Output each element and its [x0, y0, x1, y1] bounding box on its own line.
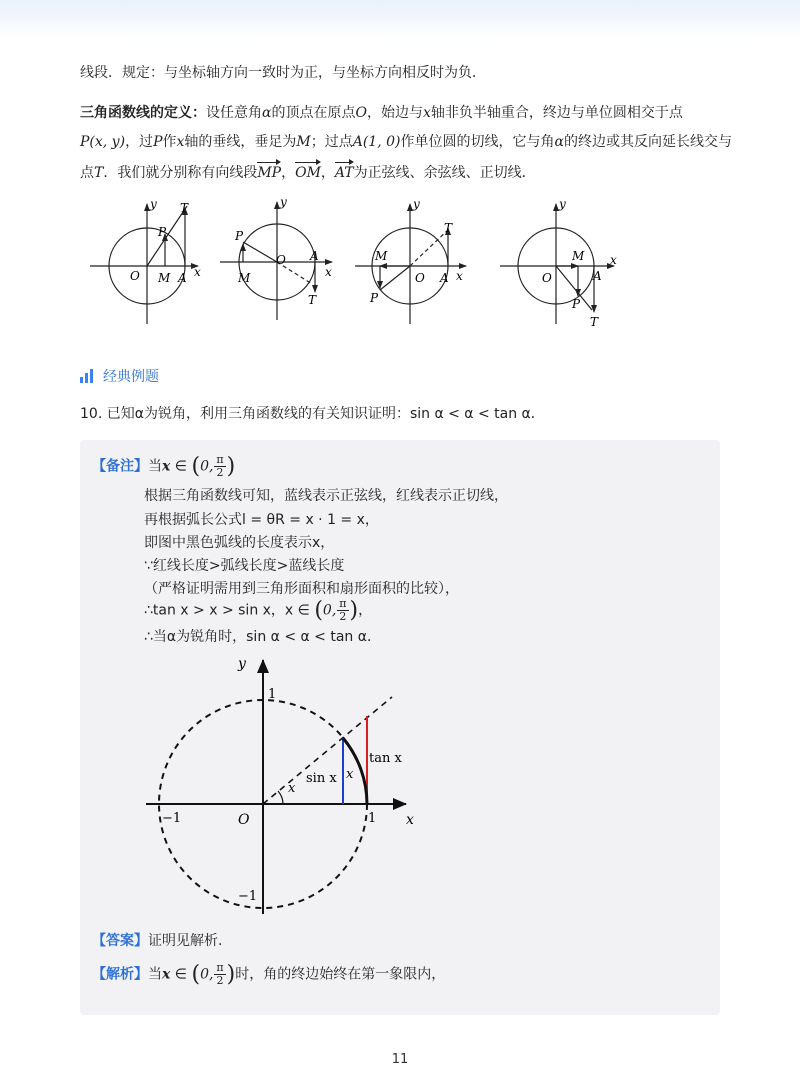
text: ∈ — [170, 458, 192, 475]
frac-den: 2 — [339, 610, 347, 623]
label-M: M — [375, 249, 388, 263]
label-x: x — [610, 253, 617, 267]
math-P: P(x, y) — [80, 134, 126, 150]
label-A: A — [593, 269, 602, 283]
label-A: A — [310, 249, 319, 263]
answer-text: 证明见解析. — [148, 933, 223, 949]
label-neg-one-left: −1 — [162, 811, 182, 826]
text: 的顶点在原点 — [271, 105, 356, 121]
note-line-4 — [144, 532, 334, 552]
text: 轴非负半轴重合，终边与单位圆相交于点 — [430, 105, 683, 121]
text: 作单位圆的切线，它与角 — [400, 134, 555, 150]
label-P: P — [572, 297, 581, 311]
text: 线段．规定：与坐标轴方向一致时为正，与坐标方向相反时为负． — [80, 65, 486, 81]
frac-num: π — [216, 453, 224, 466]
angle-arc — [278, 791, 283, 804]
text: ；过点 — [310, 134, 353, 150]
note-line-6 — [144, 578, 459, 598]
label-T: T — [308, 293, 317, 307]
frac-num: π — [339, 597, 347, 610]
math-x: x — [162, 966, 171, 983]
text: ， — [320, 165, 335, 181]
label-x: x — [456, 269, 463, 283]
label-tanx: tan x — [369, 751, 402, 766]
vector-AT: AT — [334, 165, 354, 181]
label-y: y — [413, 197, 420, 211]
label-T: T — [590, 315, 599, 329]
text: 作 — [162, 134, 177, 150]
fraction-pi-over-2 — [214, 454, 225, 479]
label-one-top: 1 — [268, 687, 277, 702]
page-number: 11 — [391, 1052, 409, 1067]
figure-quadrant-4 — [500, 204, 614, 324]
math-alpha: α — [262, 105, 272, 121]
question-text: 10. 已知α为锐角，利用三角函数线的有关知识证明：sin α < α < tan α． — [80, 406, 545, 422]
label-y: y — [150, 197, 157, 211]
paren-close: ) — [226, 454, 236, 479]
text: 轴的垂线，垂足为 — [184, 134, 297, 150]
bar-chart-icon — [80, 369, 93, 383]
fraction-pi-over-2 — [337, 598, 348, 623]
paren-close: ) — [226, 962, 236, 987]
text: ， — [358, 602, 373, 619]
label-T: T — [444, 221, 453, 235]
label-M: M — [158, 271, 171, 285]
section-title: 经典例题 — [103, 369, 159, 385]
label-y: y — [559, 197, 566, 211]
text: 当 — [148, 458, 162, 475]
text: 点 — [80, 165, 94, 181]
math-P: P — [153, 134, 163, 150]
trig-line-figures — [80, 192, 640, 332]
definition-line-1 — [80, 102, 683, 122]
text: 再根据弧长公式l = θR = x · 1 = x， — [144, 512, 379, 528]
math-M: M — [296, 134, 311, 150]
page-header-gradient — [0, 0, 800, 40]
label-P: P — [158, 225, 167, 239]
label-neg-one-bottom: −1 — [238, 889, 258, 904]
math-A: A(1, 0) — [352, 134, 401, 150]
answer-line — [92, 930, 222, 950]
math-x: x — [176, 134, 185, 150]
label-O: O — [130, 269, 140, 283]
text: ∵红线长度>弧线长度>蓝线长度 — [144, 558, 345, 574]
figure-quadrant-1 — [90, 204, 198, 324]
label-P: P — [370, 291, 379, 305]
text: ，始边与 — [366, 105, 423, 121]
label-x: x — [194, 265, 201, 279]
paren-open: ( — [191, 962, 201, 987]
note-tag: 【备注】 — [92, 458, 148, 475]
label-O: O — [415, 271, 425, 285]
note-line-8 — [144, 626, 381, 646]
label-O: O — [542, 271, 552, 285]
frac-num: π — [216, 961, 224, 974]
math-T: T — [94, 165, 104, 181]
paren-open: ( — [191, 454, 201, 479]
text: ∴tan x > x > sin x，x ∈ — [144, 602, 315, 619]
math-x: x — [162, 458, 171, 475]
text: 当 — [148, 966, 162, 983]
vector-OM: OM — [295, 165, 321, 181]
text: 为正弦线、余弦线、正切线． — [353, 165, 536, 181]
label-O: O — [276, 253, 286, 267]
label-A: A — [440, 271, 449, 285]
label-sinx: sin x — [306, 771, 337, 786]
label-T: T — [180, 201, 189, 215]
label-arc-x: x — [346, 767, 354, 782]
text: ， — [281, 165, 296, 181]
fraction-pi-over-2 — [214, 962, 225, 987]
label-angle-x: x — [288, 781, 296, 796]
text: 即图中黑色弧线的长度表示x， — [144, 535, 335, 551]
math-x: x — [422, 105, 431, 121]
question-10 — [80, 403, 545, 423]
math-zero: 0, — [200, 966, 214, 983]
analysis-line — [92, 962, 445, 987]
label-y: y — [280, 195, 287, 209]
text: 时，角的终边始终在第一象限内， — [235, 966, 446, 983]
math-zero: 0, — [200, 458, 214, 475]
math-zero: 0, — [322, 602, 337, 619]
note-line-1 — [92, 454, 235, 479]
answer-tag: 【答案】 — [92, 933, 148, 949]
text: 根据三角函数线可知，蓝线表示正弦线，红线表示正切线， — [144, 488, 508, 504]
text: ∴当α为锐角时，sin α < α < tan α． — [144, 629, 381, 645]
frac-den: 2 — [216, 974, 224, 987]
definition-line-3 — [80, 162, 536, 182]
paren-close: ) — [349, 598, 359, 623]
vector-MP: MP — [257, 165, 282, 181]
label-P: P — [235, 229, 244, 243]
label-x: x — [325, 265, 332, 279]
note-line-5 — [144, 555, 344, 575]
section-heading — [80, 366, 159, 386]
definition-line-2 — [80, 131, 732, 151]
label-x: x — [406, 812, 414, 828]
text: ．我们就分别称有向线段 — [103, 165, 258, 181]
text: ∈ — [170, 966, 192, 983]
unit-circle-figure — [140, 652, 440, 922]
math-alpha: α — [554, 134, 564, 150]
label-one-right: 1 — [368, 811, 377, 826]
frac-den: 2 — [216, 466, 224, 479]
note-line-3 — [144, 509, 379, 529]
label-M: M — [238, 271, 251, 285]
note-line-7 — [144, 598, 372, 623]
paren-open: ( — [314, 598, 323, 623]
label-M: M — [572, 249, 585, 263]
text: （严格证明需用到三角形面积和扇形面积的比较）， — [144, 581, 459, 597]
paragraph-line-1 — [80, 62, 486, 82]
note-line-2 — [144, 485, 508, 505]
label-origin: O — [238, 812, 250, 828]
math-O: O — [355, 105, 367, 121]
label-A: A — [178, 271, 187, 285]
text: ，过 — [125, 134, 154, 150]
definition-title: 三角函数线的定义： — [80, 105, 206, 121]
analysis-tag: 【解析】 — [92, 966, 148, 983]
label-y: y — [238, 656, 246, 672]
text: 的终边或其反向延长线交与 — [563, 134, 732, 150]
text: 设任意角 — [206, 105, 262, 121]
